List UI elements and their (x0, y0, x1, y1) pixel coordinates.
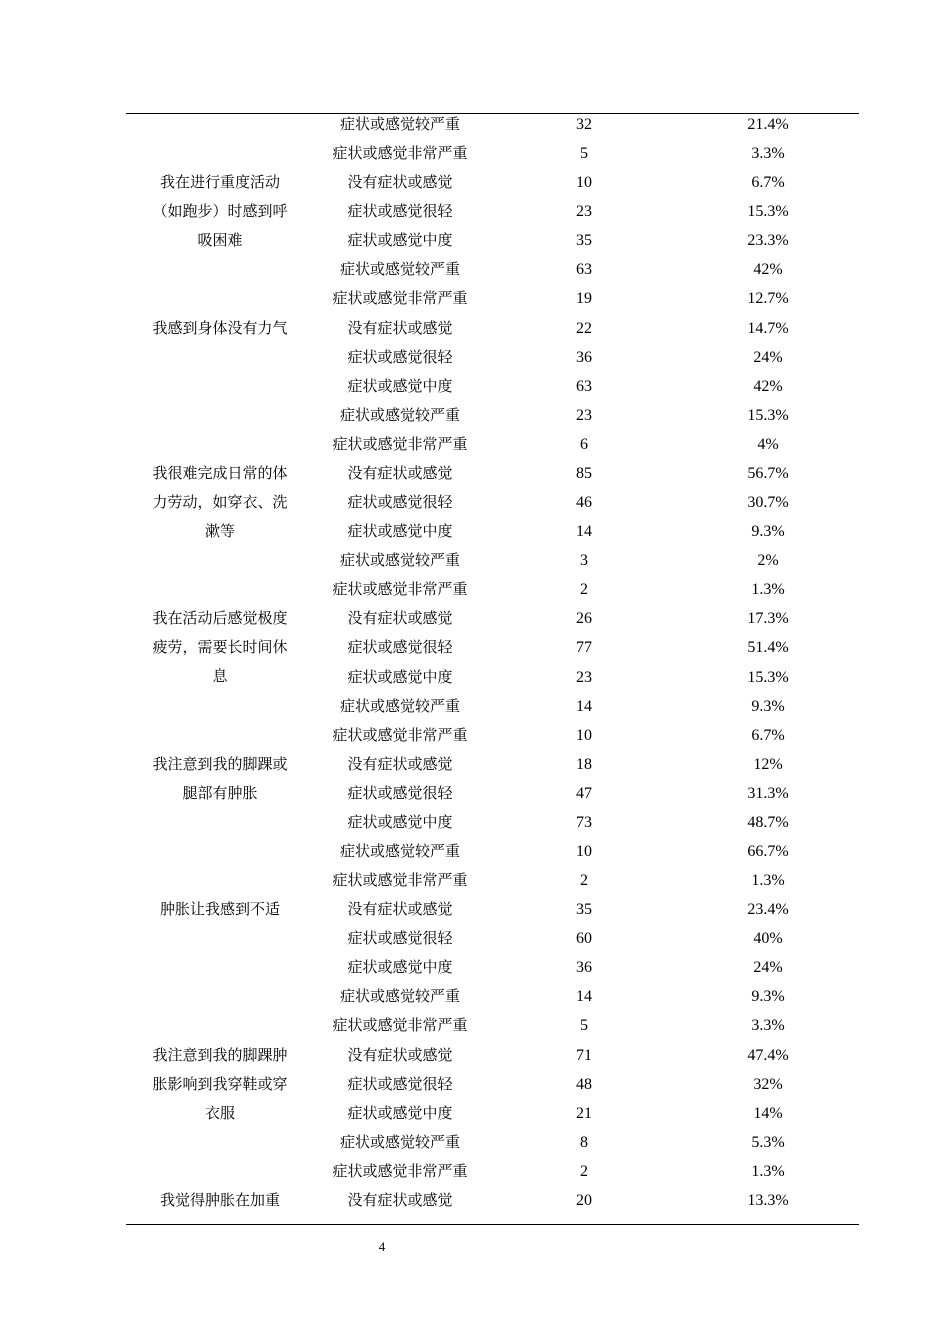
count-cell: 23 (576, 668, 592, 686)
severity-level-cell: 症状或感觉非常严重 (332, 434, 468, 453)
percent-cell: 12.7% (747, 290, 789, 308)
percent-cell: 66.7% (747, 843, 789, 860)
symptom-item-line: 胀影响到我穿鞋或穿 (152, 1074, 288, 1093)
table-row (0, 924, 950, 953)
severity-level-cell: 症状或感觉中度 (347, 812, 453, 831)
percent-cell: 3.3% (751, 145, 785, 163)
table-row (0, 575, 950, 604)
symptom-item-label (140, 750, 300, 808)
symptom-item-label (140, 1186, 300, 1215)
symptom-item-line: 我感到身体没有力气 (152, 318, 288, 337)
severity-level-cell: 症状或感觉较严重 (339, 115, 460, 133)
severity-level-cell: 症状或感觉非常严重 (332, 1161, 468, 1180)
table-row (0, 430, 950, 459)
severity-level-cell: 症状或感觉较严重 (339, 1132, 460, 1151)
symptom-item-label (140, 895, 300, 924)
percent-cell: 2% (757, 552, 779, 570)
percent-cell: 47.4% (747, 1046, 789, 1064)
percent-cell: 1.3% (751, 1162, 785, 1180)
table-row (0, 982, 950, 1011)
count-cell: 63 (576, 377, 592, 395)
table-row (0, 546, 950, 575)
percent-cell: 3.3% (751, 1017, 785, 1035)
count-cell: 63 (576, 261, 592, 279)
count-cell: 2 (580, 872, 588, 890)
table-row (0, 1128, 950, 1157)
severity-level-cell: 没有症状或感觉 (347, 1190, 453, 1209)
symptom-item-label (140, 459, 300, 546)
count-cell: 46 (576, 494, 592, 512)
percent-cell: 12% (753, 755, 783, 773)
severity-level-cell: 没有症状或感觉 (347, 1045, 453, 1064)
symptom-item-line: 我很难完成日常的体 (152, 463, 288, 482)
severity-level-cell: 症状或感觉很轻 (347, 638, 453, 657)
percent-cell: 14.7% (747, 319, 789, 337)
symptom-item-label (140, 604, 300, 691)
symptom-item-line: 我注意到我的脚踝肿 (152, 1045, 288, 1064)
percent-cell: 15.3% (747, 668, 789, 686)
count-cell: 85 (576, 464, 592, 482)
table-row (0, 110, 950, 139)
table-row (0, 808, 950, 837)
severity-level-cell: 症状或感觉中度 (347, 376, 453, 395)
percent-cell: 56.7% (747, 464, 789, 482)
table-row (0, 1157, 950, 1186)
count-cell: 10 (576, 843, 592, 860)
percent-cell: 5.3% (751, 1133, 785, 1151)
table-row (0, 372, 950, 401)
count-cell: 8 (580, 1133, 588, 1151)
count-cell: 23 (576, 203, 592, 221)
count-cell: 73 (576, 813, 592, 831)
count-cell: 36 (576, 959, 592, 977)
severity-level-cell: 没有症状或感觉 (347, 318, 453, 337)
severity-level-cell: 没有症状或感觉 (347, 900, 453, 919)
severity-level-cell: 症状或感觉非常严重 (332, 725, 468, 744)
severity-level-cell: 症状或感觉中度 (347, 958, 453, 977)
severity-level-cell: 症状或感觉非常严重 (332, 871, 468, 890)
severity-level-cell: 症状或感觉中度 (347, 1103, 453, 1122)
symptom-item-line: 吸困难 (197, 231, 243, 250)
count-cell: 23 (576, 406, 592, 424)
percent-cell: 51.4% (747, 639, 789, 657)
table-row (0, 692, 950, 721)
count-cell: 22 (576, 319, 592, 337)
percent-cell: 6.7% (751, 726, 785, 744)
count-cell: 14 (576, 697, 592, 715)
severity-level-cell: 没有症状或感觉 (347, 609, 453, 628)
symptom-item-line: 力劳动，如穿衣、洗 (152, 492, 288, 511)
count-cell: 77 (576, 639, 592, 657)
percent-cell: 24% (753, 959, 783, 977)
count-cell: 71 (576, 1046, 592, 1064)
symptom-item-line: 衣服 (204, 1103, 235, 1122)
symptom-item-line: 我在进行重度活动 (159, 173, 280, 192)
severity-level-cell: 症状或感觉较严重 (339, 987, 460, 1006)
percent-cell: 14% (753, 1104, 783, 1122)
count-cell: 35 (576, 232, 592, 250)
severity-level-cell: 症状或感觉非常严重 (332, 289, 468, 308)
severity-level-cell: 没有症状或感觉 (347, 173, 453, 192)
symptom-item-line: （如跑步）时感到呼 (152, 202, 288, 221)
severity-level-cell: 症状或感觉较严重 (339, 696, 460, 715)
table-row (0, 953, 950, 982)
count-cell: 19 (576, 290, 592, 308)
count-cell: 32 (576, 116, 592, 133)
percent-cell: 48.7% (747, 813, 789, 831)
percent-cell: 32% (753, 1075, 783, 1093)
table-row (0, 837, 950, 866)
symptom-item-line: 漱等 (204, 521, 235, 540)
percent-cell: 23.3% (747, 232, 789, 250)
severity-level-cell: 症状或感觉较严重 (339, 405, 460, 424)
percent-cell: 1.3% (751, 581, 785, 599)
symptom-item-label (140, 314, 300, 343)
count-cell: 36 (576, 348, 592, 366)
count-cell: 2 (580, 581, 588, 599)
severity-level-cell: 症状或感觉较严重 (339, 842, 460, 860)
percent-cell: 9.3% (751, 523, 785, 541)
severity-level-cell: 症状或感觉非常严重 (332, 144, 468, 163)
severity-level-cell: 症状或感觉中度 (347, 231, 453, 250)
percent-cell: 9.3% (751, 988, 785, 1006)
count-cell: 10 (576, 174, 592, 192)
symptom-item-line: 我觉得肿胀在加重 (159, 1190, 280, 1209)
severity-level-cell: 症状或感觉较严重 (339, 551, 460, 570)
count-cell: 5 (580, 145, 588, 163)
severity-level-cell: 症状或感觉很轻 (347, 1074, 453, 1093)
count-cell: 35 (576, 901, 592, 919)
percent-cell: 23.4% (747, 901, 789, 919)
severity-level-cell: 症状或感觉中度 (347, 667, 453, 686)
table-row (0, 343, 950, 372)
count-cell: 47 (576, 784, 592, 802)
percent-cell: 30.7% (747, 494, 789, 512)
percent-cell: 17.3% (747, 610, 789, 628)
percent-cell: 21.4% (747, 116, 789, 133)
percent-cell: 9.3% (751, 697, 785, 715)
count-cell: 6 (580, 435, 588, 453)
symptom-item-line: 我在活动后感觉极度 (152, 609, 288, 628)
table-row (0, 721, 950, 750)
symptom-item-line: 腿部有肿胀 (182, 783, 258, 802)
symptom-item-line: 疲劳，需要长时间休 (152, 638, 288, 657)
count-cell: 18 (576, 755, 592, 773)
severity-level-cell: 症状或感觉非常严重 (332, 1016, 468, 1035)
percent-cell: 42% (753, 377, 783, 395)
count-cell: 2 (580, 1162, 588, 1180)
symptom-item-label (140, 168, 300, 255)
table-bottom-rule (126, 1224, 859, 1225)
severity-level-cell: 症状或感觉很轻 (347, 493, 453, 512)
percent-cell: 40% (753, 930, 783, 948)
severity-level-cell: 症状或感觉很轻 (347, 202, 453, 221)
table-row (0, 401, 950, 430)
percent-cell: 42% (753, 261, 783, 279)
severity-level-cell: 症状或感觉非常严重 (332, 580, 468, 599)
table-row (0, 284, 950, 313)
percent-cell: 15.3% (747, 406, 789, 424)
table-row (0, 255, 950, 284)
table-row (0, 139, 950, 168)
page-number: 4 (378, 1239, 386, 1254)
severity-level-cell: 症状或感觉很轻 (347, 783, 453, 802)
symptom-item-line: 息 (212, 667, 228, 686)
count-cell: 14 (576, 523, 592, 541)
percent-cell: 4% (757, 435, 779, 453)
percent-cell: 31.3% (747, 784, 789, 802)
severity-level-cell: 症状或感觉中度 (347, 522, 453, 541)
percent-cell: 15.3% (747, 203, 789, 221)
count-cell: 21 (576, 1104, 592, 1122)
percent-cell: 1.3% (751, 872, 785, 890)
count-cell: 26 (576, 610, 592, 628)
count-cell: 20 (576, 1191, 592, 1209)
percent-cell: 13.3% (747, 1191, 789, 1209)
count-cell: 48 (576, 1075, 592, 1093)
symptom-item-label (140, 1041, 300, 1128)
severity-level-cell: 症状或感觉较严重 (339, 260, 460, 279)
severity-level-cell: 症状或感觉很轻 (347, 929, 453, 948)
symptom-item-line: 我注意到我的脚踝或 (152, 754, 288, 773)
symptom-item-line: 肿胀让我感到不适 (159, 900, 280, 919)
severity-level-cell: 症状或感觉很轻 (347, 347, 453, 366)
percent-cell: 6.7% (751, 174, 785, 192)
severity-level-cell: 没有症状或感觉 (347, 463, 453, 482)
table-row (0, 1011, 950, 1040)
count-cell: 10 (576, 726, 592, 744)
percent-cell: 24% (753, 348, 783, 366)
severity-level-cell: 没有症状或感觉 (347, 754, 453, 773)
count-cell: 14 (576, 988, 592, 1006)
count-cell: 60 (576, 930, 592, 948)
table-row (0, 866, 950, 895)
count-cell: 3 (580, 552, 588, 570)
count-cell: 5 (580, 1017, 588, 1035)
